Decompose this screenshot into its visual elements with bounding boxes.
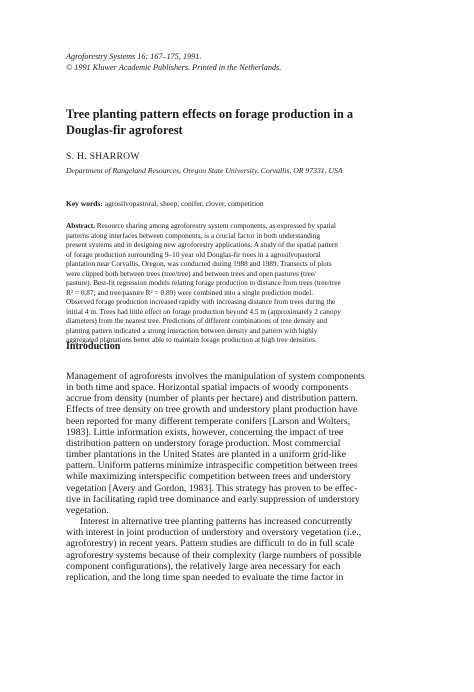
journal-citation [66, 52, 366, 73]
abstract-line: diameters) from the nearest tree. Predictions of different combinations of tree density and [66, 316, 328, 325]
abstract-line: patterns along interfaces between components, is a crucial factor in both understanding [66, 230, 321, 240]
abstract-line [66, 221, 426, 231]
abstract-line: pasture). Best-fit regression models relating forage production to distance from trees (tree/tree [66, 278, 341, 287]
body-line: vegetation [Avery and Gordon, 1983]. This strategy has proven to be effec- [66, 482, 358, 494]
body-line: distribution pattern on understory forage production. Most commercial [66, 437, 341, 449]
abstract-line: R² = 0.87; and tree/pasture R² = 0.89) were combined into a single prediction model. [66, 287, 314, 297]
abstract-line: were clipped both between trees (tree/tree) and between trees and open pastures (tree/ [66, 268, 317, 278]
body-line: replication, and the long time span needed to evaluate the time factor in [66, 571, 344, 583]
journal-line-2: © 1991 Kluwer Academic Publishers. Printed in the Netherlands. [66, 62, 282, 72]
abstract-line: plantation near Corvallis, Oregon, was conducted during 1988 and 1989. Transects of plots [66, 259, 332, 268]
abstract-label: Abstract. [66, 221, 95, 230]
body-text [66, 371, 411, 583]
abstract [66, 221, 426, 345]
body-line: Interest in alternative tree planting patterns has increased concurrently [80, 516, 353, 528]
keywords-label: Key words: [66, 199, 103, 208]
body-line: while maximizing interspecific competition between trees and understory [66, 471, 351, 483]
body-line: tive in facilitating rapid tree dominance and early suppression of understory [66, 493, 360, 505]
body-line: Effects of tree density on tree growth and understory plant production have [66, 404, 358, 416]
abstract-line: Observed forage production increased rapidly with increasing distance from trees during the [66, 297, 336, 306]
body-line: 1983]. Little information exists, however, concerning the impact of tree [66, 426, 344, 438]
author-affiliation: Department of Rangeland Resources, Oregon State University, Corvallis, OR 97331, USA [66, 166, 343, 175]
title-line-1: Tree planting pattern effects on forage production in a [66, 107, 354, 121]
section-heading-introduction: Introduction [66, 341, 121, 352]
title-line-2: Douglas-fir agroforest [66, 123, 183, 137]
body-line: vegetation. [66, 504, 109, 516]
abstract-line: present systems and in designing new agroforestry applications. A study of the spatial pattern [66, 240, 338, 249]
journal-line-1: Agroforestry Systems 16: 167–175, 1991. [66, 52, 202, 61]
body-line: accrue from density (number of plants per hectare) and distribution pattern. [66, 393, 358, 405]
body-line: been reported for many different temperate conifers [Larson and Wolters, [66, 415, 350, 427]
abstract-line-text: Resource sharing among agroforestry system components, as expressed by spatial [94, 221, 336, 230]
body-line: Management of agroforests involves the manipulation of system components [66, 371, 365, 382]
body-line: pattern. Uniform patterns minimize intraspecific competition between trees [66, 460, 358, 472]
keywords-text: agrosilvopastoral, sheep, conifer, clover, competition [102, 199, 264, 208]
abstract-line: aggregated plantations better able to maintain forage production at high tree densities. [66, 335, 317, 344]
abstract-line: initial 4 m. Trees had little effect on forage production beyond 4.5 m (approximately 2 canopy [66, 306, 341, 316]
abstract-line: of forage production surrounding 9–10 year old Douglas-fir trees in a agrosilvopastoral [66, 249, 321, 259]
body-line: agroforestry) in recent years. Pattern studies are difficult to do in full scale [66, 538, 355, 550]
body-line: in both time and space. Horizontal spatial impacts of woody components [66, 382, 349, 394]
paper-title [66, 106, 406, 138]
body-line: agroforestry systems because of their complexity (large numbers of possible [66, 549, 362, 561]
body-line: with interest in joint production of understory and overstory vegetation (i.e., [66, 527, 362, 539]
abstract-line: planting pattern indicated a strong interaction between density and pattern with highly [66, 325, 318, 335]
keywords [66, 199, 264, 208]
body-line: timber plantations in the United States are planted in a uniform grid-like [66, 449, 347, 461]
body-line: component configurations), the relatively large area necessary for each [66, 560, 341, 572]
author-name: S. H. SHARROW [66, 151, 140, 162]
